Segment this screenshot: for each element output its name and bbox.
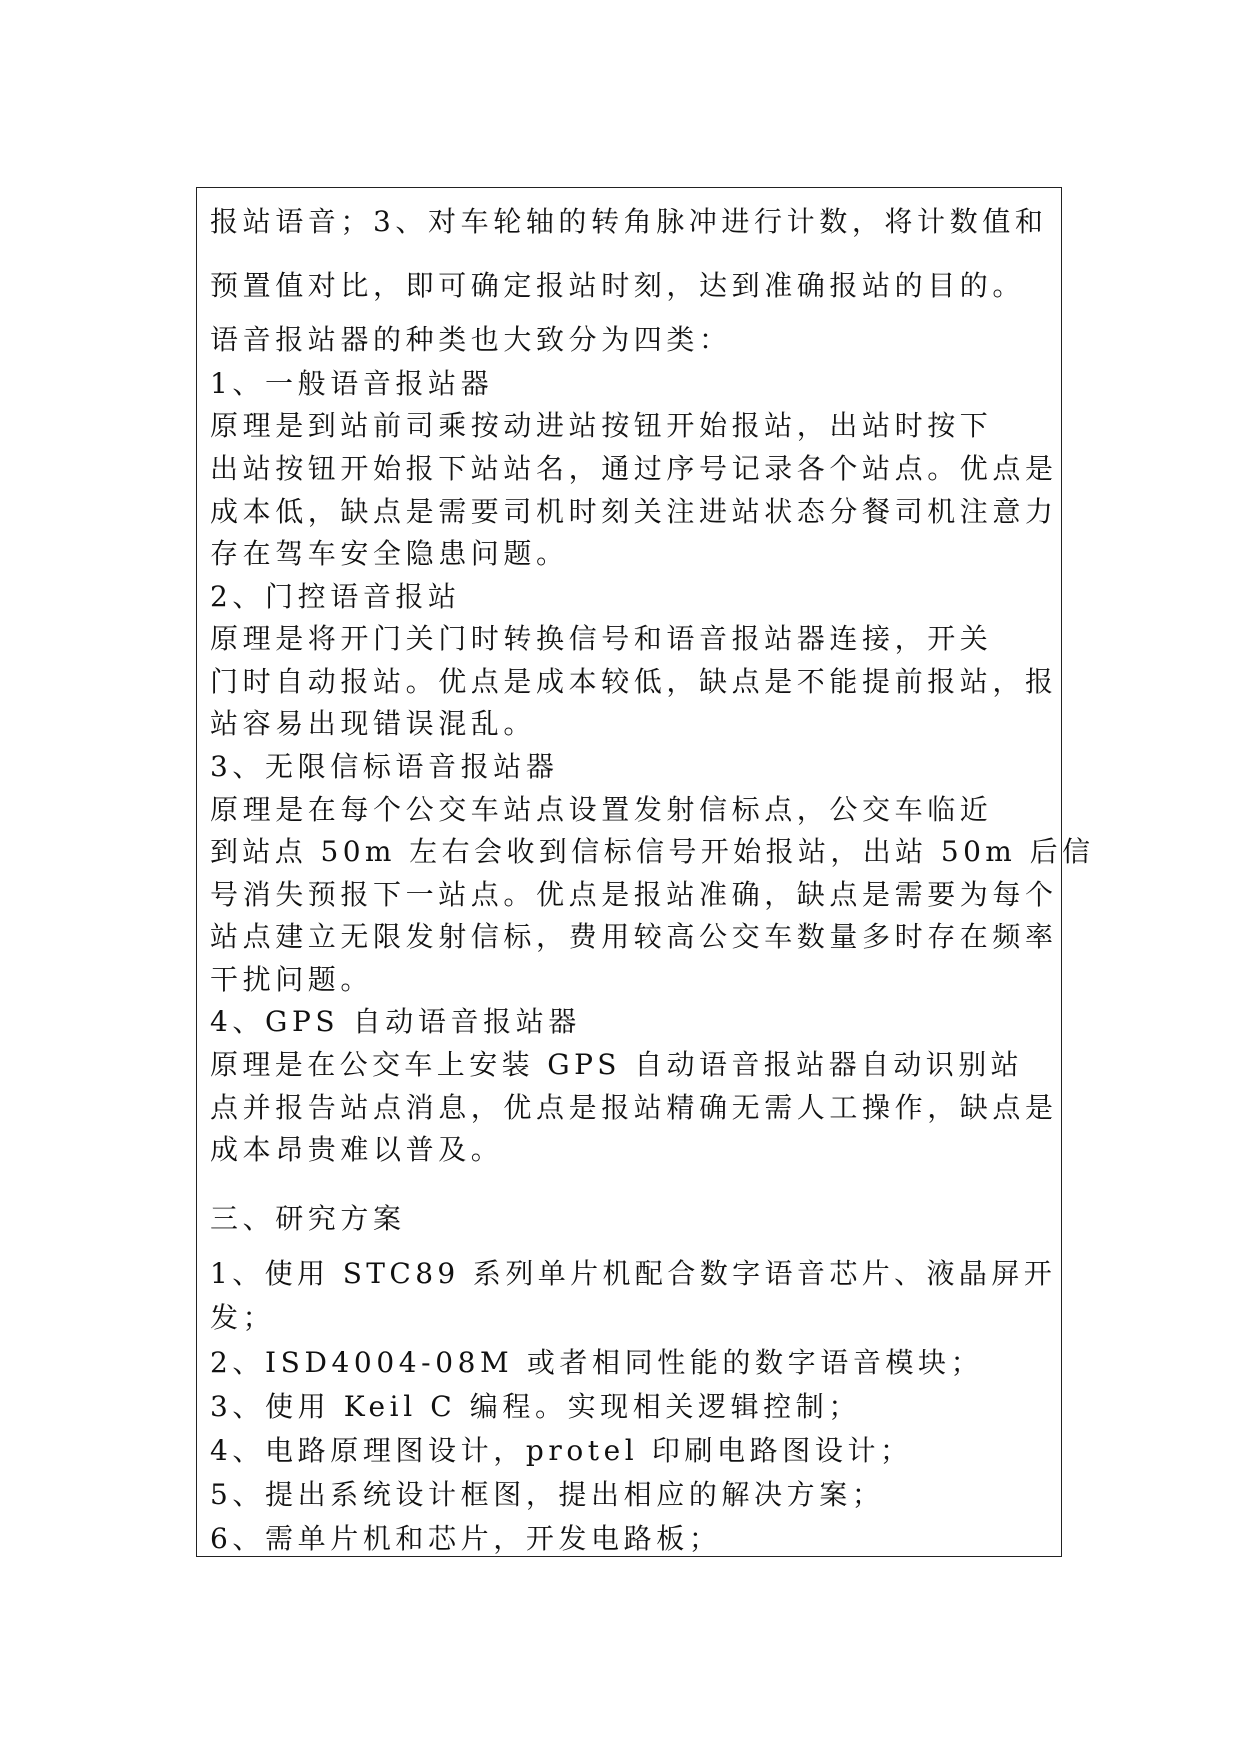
text-line: 门时自动报站。优点是成本较低，缺点是不能提前报站，报: [210, 665, 1058, 698]
text-line: 1、一般语音报站器: [210, 367, 494, 400]
text-line: 干扰问题。: [210, 963, 374, 996]
text-line: 4、GPS 自动语音报站器: [210, 1005, 581, 1038]
text-line: 2、ISD4004-08M 或者相同性能的数字语音模块；: [210, 1346, 984, 1379]
text-line: 预置值对比，即可确定报站时刻，达到准确报站的目的。: [210, 269, 1026, 302]
text-line: 发；: [210, 1301, 276, 1334]
text-line: 6、需单片机和芯片，开发电路板；: [210, 1522, 722, 1555]
text-line: 3、无限信标语音报站器: [210, 750, 559, 783]
text-line: 点并报告站点消息，优点是报站精确无需人工操作，缺点是: [210, 1091, 1058, 1124]
text-line: 出站按钮开始报下站站名，通过序号记录各个站点。优点是: [210, 452, 1058, 485]
text-line: 4、电路原理图设计，protel 印刷电路图设计；: [210, 1434, 913, 1467]
text-line: 成本低，缺点是需要司机时刻关注进站状态分餐司机注意力: [210, 495, 1058, 528]
text-line: 3、使用 Keil C 编程。实现相关逻辑控制；: [210, 1390, 861, 1423]
text-line: 报站语音；3、对车轮轴的转角脉冲进行计数，将计数值和: [210, 205, 1048, 238]
text-line: 5、提出系统设计框图，提出相应的解决方案；: [210, 1478, 885, 1511]
text-line: 原理是到站前司乘按动进站按钮开始报站，出站时按下: [210, 409, 993, 442]
text-line: 语音报站器的种类也大致分为四类：: [210, 323, 732, 356]
text-line: 原理是在每个公交车站点设置发射信标点，公交车临近: [210, 793, 993, 826]
text-line: 原理是在公交车上安装 GPS 自动语音报站器自动识别站: [210, 1048, 1023, 1081]
text-line: 原理是将开门关门时转换信号和语音报站器连接，开关: [210, 622, 993, 655]
text-line: 站容易出现错误混乱。: [210, 707, 537, 740]
text-line: 站点建立无限发射信标，费用较高公交车数量多时存在频率: [210, 920, 1058, 953]
text-line: 到站点 50m 左右会收到信标信号开始报站，出站 50m 后信: [210, 835, 1095, 868]
text-line: 2、门控语音报站: [210, 580, 461, 613]
text-line: 1、使用 STC89 系列单片机配合数字语音芯片、液晶屏开: [210, 1257, 1057, 1290]
section-heading: 三、研究方案: [210, 1202, 406, 1235]
text-line: 存在驾车安全隐患问题。: [210, 537, 569, 570]
text-line: 成本昂贵难以普及。: [210, 1133, 504, 1166]
text-line: 号消失预报下一站点。优点是报站准确，缺点是需要为每个: [210, 878, 1058, 911]
